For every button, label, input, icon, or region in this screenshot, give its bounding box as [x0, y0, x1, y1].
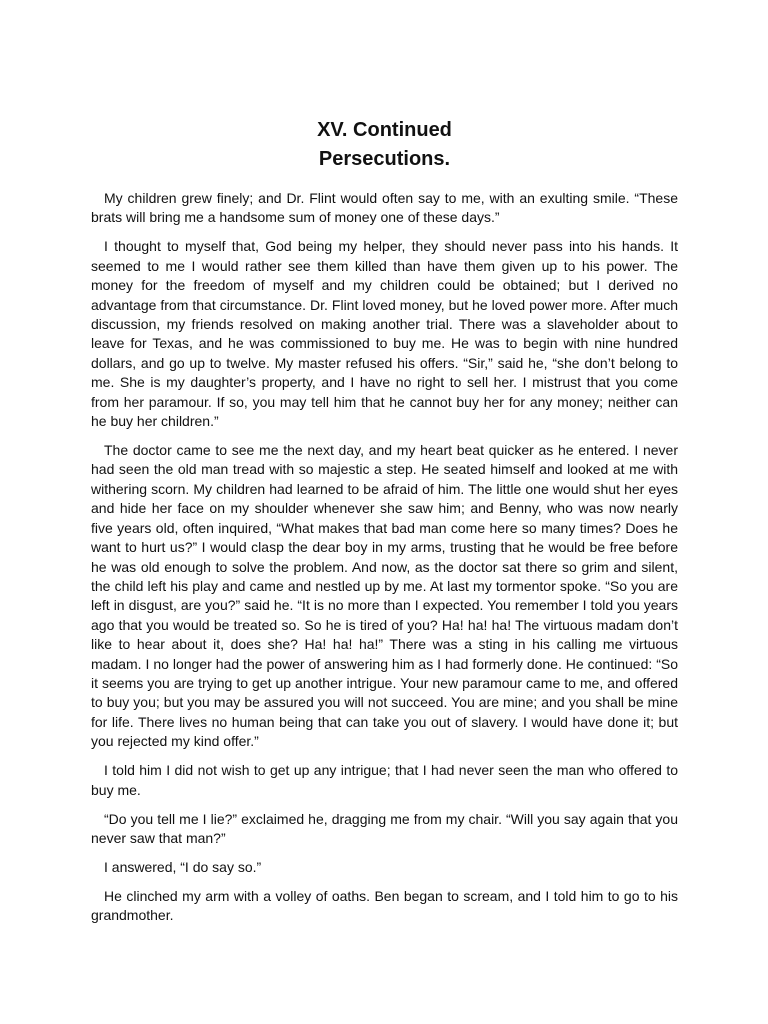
paragraph: “Do you tell me I lie?” exclaimed he, dragging me from my chair. “Will you say again that you never saw that man?”	[91, 810, 678, 846]
chapter-title-line-2: Persecutions.	[318, 148, 451, 170]
paragraph: He clinched my arm with a volley of oaths. Ben began to scream, and I told him to go to his grandmother.	[91, 887, 678, 924]
paragraph: I thought to myself that, God being my helper, they should never pass into his hands. It seemed to me I would rather see them killed than have them given up to his power. The money for the freedom of myself and my children could be obtained; but I derived no advantage from that circumstance. Dr. Flint loved money, but he loved power more. After much discussion, my friends resolved on making another trial. There was a slaveholder about to leave for Texas, and he was commissioned to buy me. He was to begin with nine hundred dollars, and go up to twelve. My master refused his offers. “Sir,” said he, “she don’t belong to me. She is my daughter’s property, and I have no right to sell her. I mistrust that you come from her paramour. If so, you may tell him that he cannot buy her for any money; neither can he buy her children.”	[91, 238, 678, 430]
paragraph: I answered, “I do say so.”	[104, 858, 262, 875]
paragraph: My children grew finely; and Dr. Flint would often say to me, with an exulting smile. “These brats will bring me a handsome sum of money one of these days.”	[91, 190, 678, 226]
chapter-title-line-1: XV. Continued	[317, 119, 452, 141]
page-content	[91, 116, 678, 935]
chapter-title	[91, 116, 678, 174]
paragraph: The doctor came to see me the next day, and my heart beat quicker as he entered. I never had seen the old man tread with so majestic a step. He seated himself and looked at me with withering scorn. My children had learned to be afraid of him. The little one would shut her eyes and hide her face on my shoulder whenever she saw him; and Benny, who was now nearly five years old, often inquired, “What makes that bad man come here so many times? Does he want to hurt us?” I would clasp the dear boy in my arms, trusting that he would be free before he was old enough to solve the problem. And now, as the doctor sat there so grim and silent, the child left his play and came and nestled up by me. At last my tormentor spoke. “So you are left in disgust, are you?” said he. “It is no more than I expected. You remember I told you years ago that you would be treated so. So he is tired of you? Ha! ha! ha! The virtuous madam don’t like to hear about it, does she? Ha! ha! ha!” There was a sting in his calling me virtuous madam. I no longer had the power of answering him as I had formerly done. He continued: “So it seems you are trying to get up another intrigue. Your new paramour came to me, and offered to buy you; but you may be assured you will not succeed. You are mine; and you shall be mine for life. There lives no human being that can take you out of slavery. I would have done it; but you rejected my kind offer.”	[91, 442, 678, 750]
paragraph: I told him I did not wish to get up any intrigue; that I had never seen the man who offered to buy me.	[91, 762, 678, 798]
